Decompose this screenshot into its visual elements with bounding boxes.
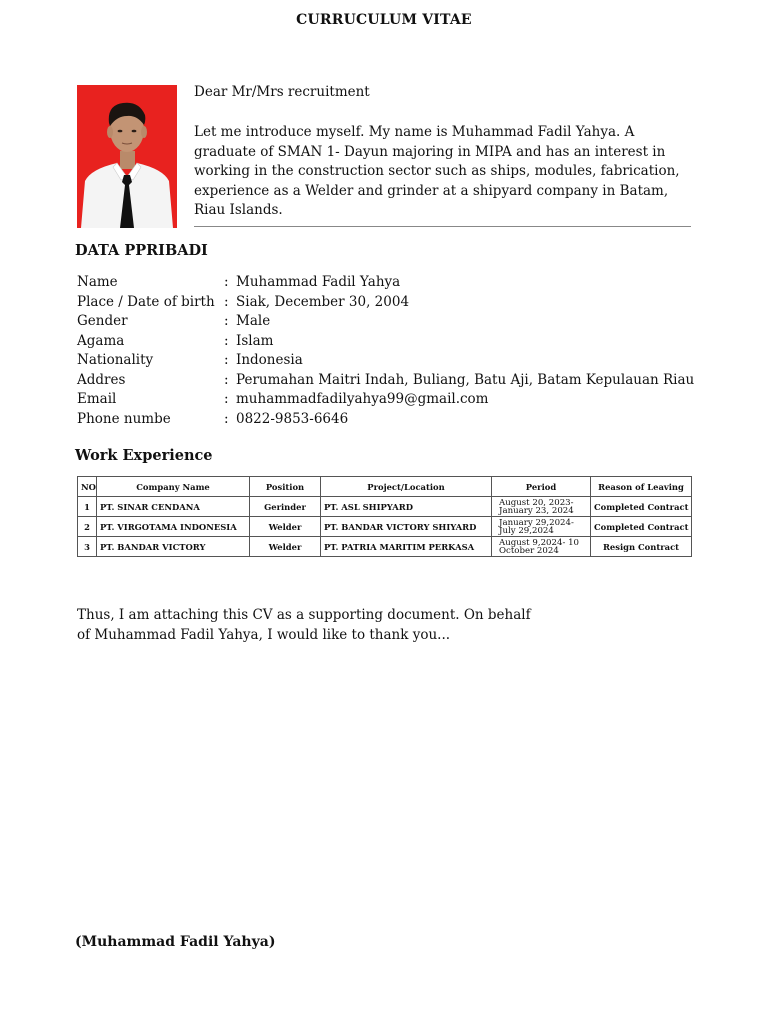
cell-reason: Resign Contract: [591, 537, 692, 557]
field-separator: :: [224, 313, 229, 329]
field-label: Nationality: [77, 352, 154, 368]
field-separator: :: [224, 371, 229, 388]
cell-position: Gerinder: [250, 497, 321, 517]
column-header-project: Project/Location: [321, 477, 492, 497]
cell-company: PT. BANDAR VICTORY: [97, 537, 250, 557]
signature-name: (Muhammad Fadil Yahya): [75, 934, 276, 950]
intro-paragraph: Let me introduce myself. My name is Muhammad Fadil Yahya. A graduate of SMAN 1- Dayun majoring in MIPA and has an interest in working in the construction sector such as ships, modules, fabrication, experience as a Welder and grinder at a shipyard company in Batam, Riau Islands.: [194, 124, 680, 218]
greeting: Dear Mr/Mrs recruitment: [194, 84, 370, 100]
field-separator: :: [224, 293, 229, 310]
cell-project: PT. ASL SHIPYARD: [321, 497, 492, 517]
field-label: Email: [77, 391, 117, 407]
field-value: Siak, December 30, 2004: [236, 293, 410, 310]
personal-data-row: [77, 351, 694, 371]
divider: [194, 226, 691, 227]
field-separator: :: [224, 391, 229, 407]
closing-paragraph: Thus, I am attaching this CV as a supporting document. On behalf of Muhammad Fadil Yahya, I would like to thank you...: [77, 607, 531, 643]
field-label: Phone numbe: [77, 410, 171, 427]
cell-no: 1: [78, 497, 97, 517]
work-experience-table: [77, 476, 692, 557]
person-portrait-icon: [77, 85, 177, 228]
table-header-row: [78, 477, 692, 497]
cell-no: 3: [78, 537, 97, 557]
cell-project: PT. PATRIA MARITIM PERKASA: [321, 537, 492, 557]
personal-data-row: [77, 332, 694, 352]
table-row: [78, 497, 692, 517]
cell-position: Welder: [250, 537, 321, 557]
field-label: Addres: [77, 371, 126, 388]
field-separator: :: [224, 352, 229, 368]
cell-period: August 20, 2023- January 23, 2024: [492, 497, 591, 517]
field-label: Name: [77, 274, 118, 290]
cell-reason: Completed Contract: [591, 497, 692, 517]
field-label: Place / Date of birth: [77, 293, 215, 310]
table-row: [78, 537, 692, 557]
cell-company: PT. VIRGOTAMA INDONESIA: [97, 517, 250, 537]
field-value: Perumahan Maitri Indah, Buliang, Batu Aji, Batam Kepulauan Riau: [236, 371, 695, 388]
field-value: Male: [236, 313, 271, 329]
table-row: [78, 517, 692, 537]
column-header-no: NO: [78, 477, 97, 497]
personal-data-row: [77, 390, 694, 410]
column-header-company: Company Name: [97, 477, 250, 497]
profile-photo: [77, 85, 177, 228]
field-value: Indonesia: [236, 352, 303, 368]
field-separator: :: [224, 332, 229, 349]
personal-data-row: [77, 273, 694, 293]
field-value: muhammadfadilyahya99@gmail.com: [236, 391, 489, 407]
cell-company: PT. SINAR CENDANA: [97, 497, 250, 517]
personal-data-row: [77, 312, 694, 332]
field-label: Agama: [77, 332, 125, 349]
personal-data-row: [77, 410, 694, 430]
personal-data-heading: DATA PPRIBADI: [75, 242, 208, 259]
document-title: CURRUCULUM VITAE: [296, 12, 472, 28]
cell-period: January 29,2024- July 29,2024: [492, 517, 591, 537]
cell-position: Welder: [250, 517, 321, 537]
personal-data-row: [77, 371, 694, 391]
personal-data-list: [77, 273, 694, 429]
work-experience-heading: Work Experience: [75, 447, 213, 464]
cell-project: PT. BANDAR VICTORY SHIYARD: [321, 517, 492, 537]
field-value: Islam: [236, 332, 274, 349]
cell-period: August 9,2024- 10 October 2024: [492, 537, 591, 557]
column-header-reason: Reason of Leaving: [591, 477, 692, 497]
field-separator: :: [224, 274, 229, 290]
field-separator: :: [224, 410, 229, 427]
cell-no: 2: [78, 517, 97, 537]
cell-reason: Completed Contract: [591, 517, 692, 537]
personal-data-row: [77, 293, 694, 313]
field-value: 0822-9853-6646: [236, 410, 349, 427]
field-label: Gender: [77, 313, 128, 329]
column-header-position: Position: [250, 477, 321, 497]
field-value: Muhammad Fadil Yahya: [236, 274, 401, 290]
column-header-period: Period: [492, 477, 591, 497]
